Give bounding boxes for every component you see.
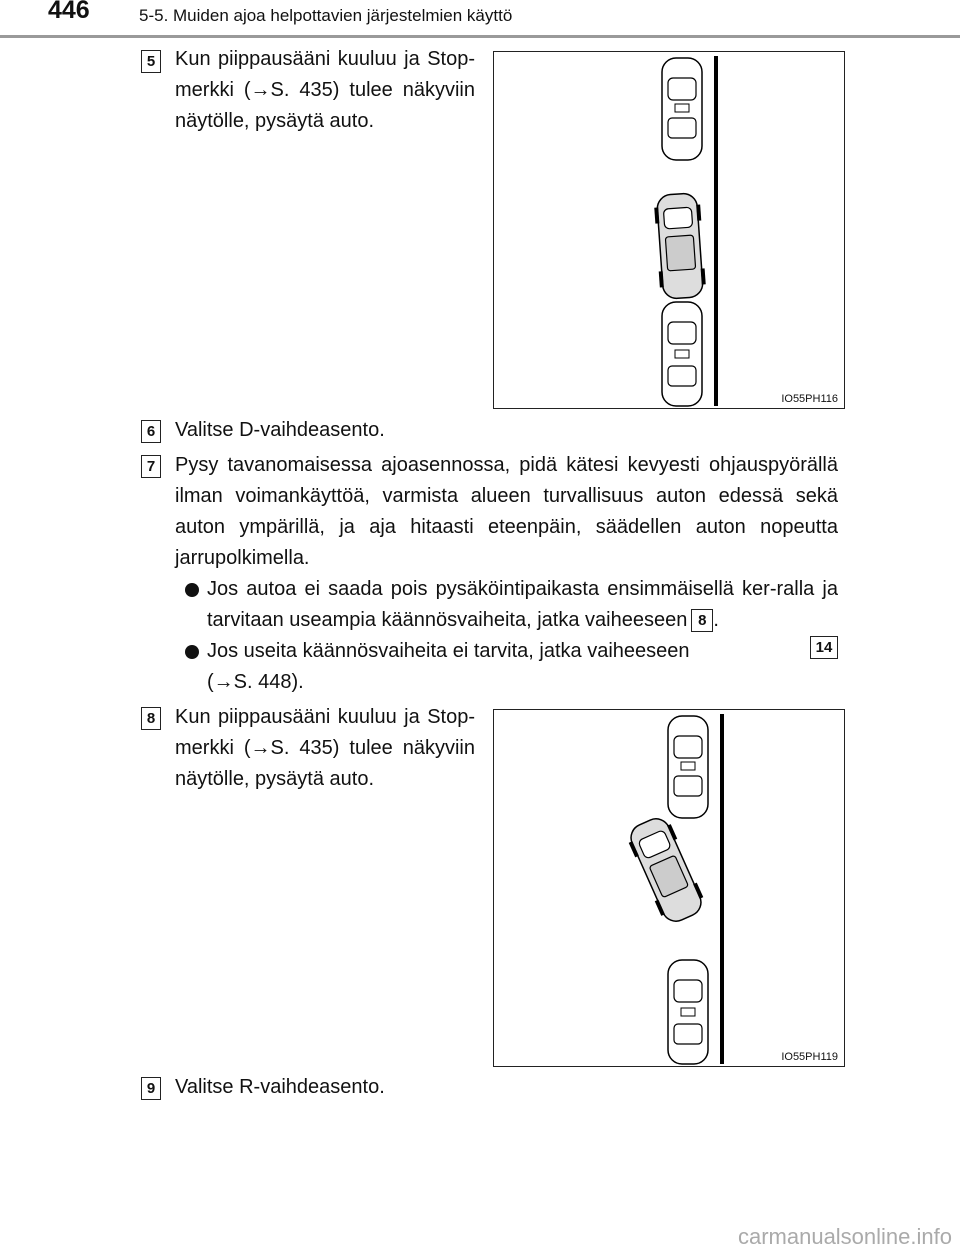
bullet-item-1: [185, 574, 838, 636]
own-car-leaving: [653, 193, 706, 300]
bullet-item-2: [185, 636, 838, 698]
figure-code: IO55PH116: [781, 393, 838, 405]
step-number-8: 8: [141, 707, 161, 730]
parking-diagram-1: [494, 52, 844, 408]
step-6-text: Valitse D-vaihdeasento.: [175, 419, 385, 441]
step-ref-14: 14: [810, 636, 838, 659]
watermark: carmanualsonline.info: [737, 1224, 952, 1249]
step-number-7: 7: [141, 455, 161, 478]
figure-parking-step-5: [493, 51, 845, 409]
bullet-1-tail: .: [713, 609, 719, 631]
step-number-6: 6: [141, 420, 161, 443]
parked-car-front: [662, 58, 702, 160]
parked-car-rear: [668, 960, 708, 1064]
bullet-dot: [185, 645, 199, 659]
header-rule: [0, 35, 960, 38]
bullet-2-text: Jos useita käännösvaiheita ei tarvita, jatka vaiheeseen: [207, 640, 690, 662]
step-number-9: 9: [141, 1077, 161, 1100]
step-ref-8: 8: [691, 609, 713, 632]
step-9-text: Valitse R-vaihdeasento.: [175, 1076, 385, 1098]
section-title: 5-5. Muiden ajoa helpottavien järjestelmien käyttö: [139, 6, 513, 25]
bullet-1-text: Jos autoa ei saada pois pysäköintipaikasta ensimmäisellä ker-ralla ja tarvitaan useampia käännösvaiheita, jatka vaiheeseen: [207, 578, 838, 631]
step-5-text: Kun piippausääni kuuluu ja Stop-merkki (→S. 435) tulee näkyviin näytölle, pysäytä auto.: [175, 48, 475, 132]
step-7-text: Pysy tavanomaisessa ajoasennossa, pidä kätesi kevyesti ohjauspyörällä ilman voimankäyttöä, varmista alueen turvallisuus auton edessä sekä auton ympärillä, ja aja hitaasti eteenpäin, säädellen auton nopeutta jarrupolkimella.: [175, 454, 838, 569]
own-car-turning: [624, 813, 708, 927]
bullet-dot: [185, 583, 199, 597]
bullet-2-tail: (→S. 448).: [207, 671, 304, 693]
page-number: 446: [48, 0, 90, 24]
figure-code: IO55PH119: [781, 1051, 838, 1063]
page-header: [0, 0, 960, 40]
parked-car-rear: [662, 302, 702, 406]
figure-parking-step-8: [493, 709, 845, 1067]
parking-diagram-2: [494, 710, 844, 1066]
step-number-5: 5: [141, 50, 161, 73]
parked-car-front: [668, 716, 708, 818]
step-8-text: Kun piippausääni kuuluu ja Stop-merkki (→S. 435) tulee näkyviin näytölle, pysäytä auto.: [175, 706, 475, 790]
